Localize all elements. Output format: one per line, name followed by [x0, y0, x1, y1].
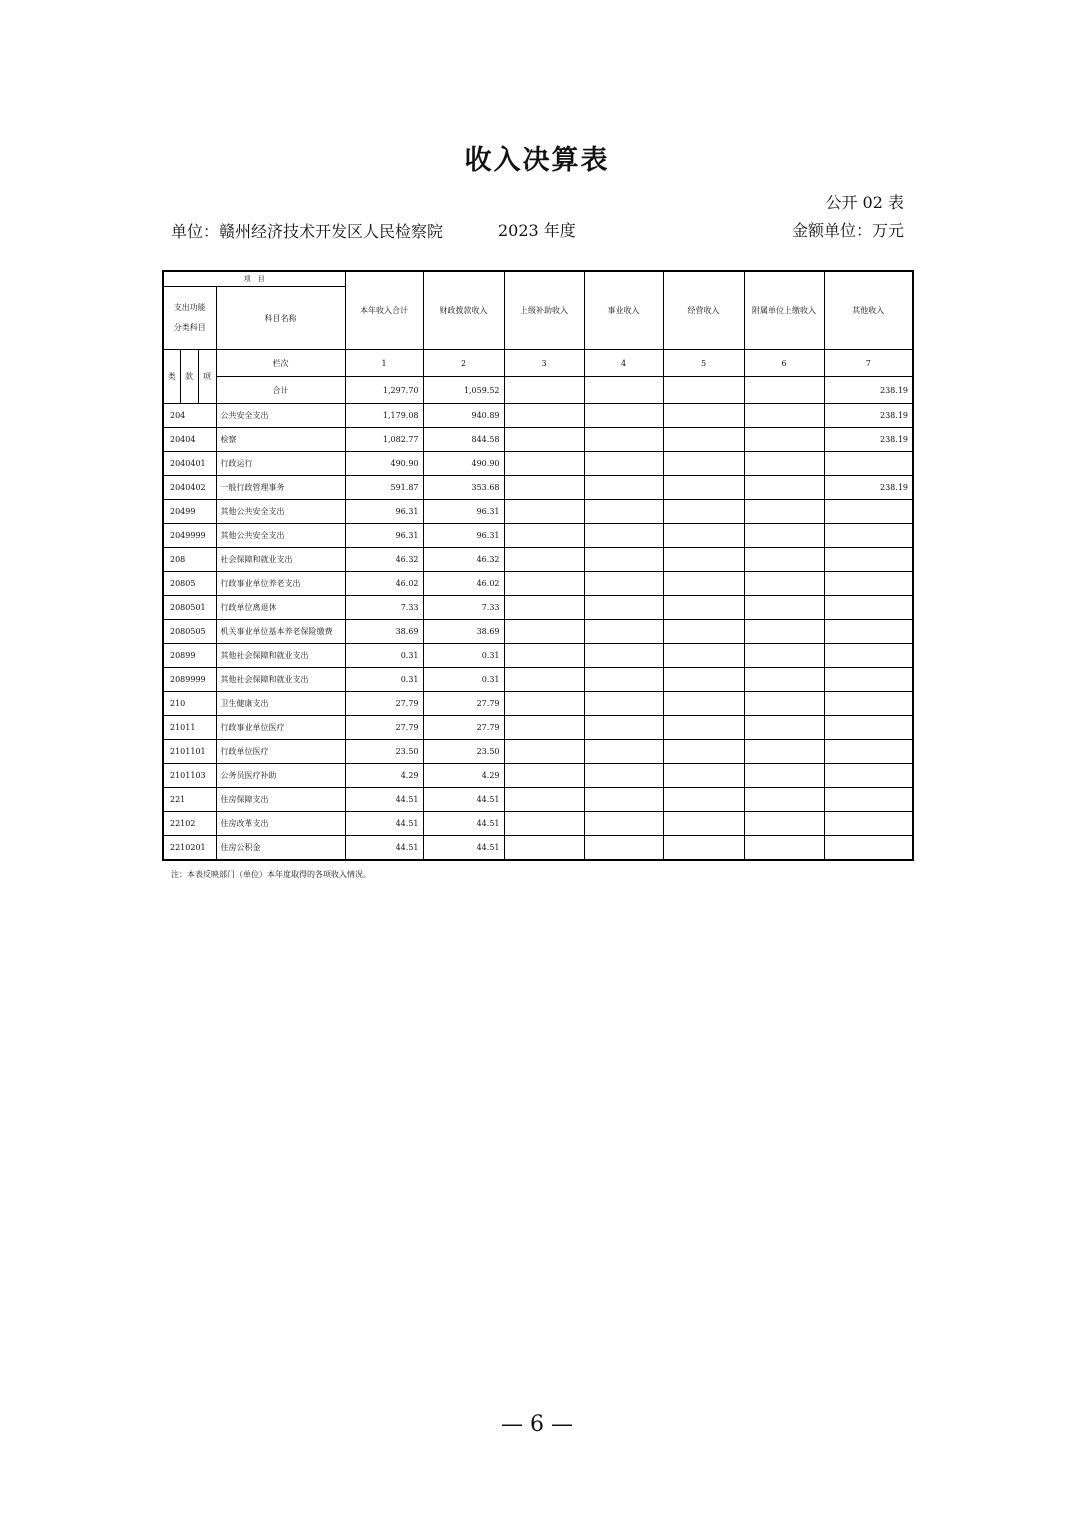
subject-name: 机关事业单位基本养老保险缴费: [216, 620, 345, 644]
value-cell-col4: [584, 692, 663, 716]
value-cell-col1: 0.31: [345, 668, 423, 692]
value-cell-col7: [824, 620, 913, 644]
header-row-project: [163, 271, 913, 287]
value-cell-col6: [744, 548, 824, 572]
subject-code: 2040401: [163, 452, 216, 476]
col-num-2: 2: [423, 350, 504, 377]
value-cell-col1: 23.50: [345, 740, 423, 764]
value-cell-col3: [504, 788, 584, 812]
value-cell-col5: [663, 740, 744, 764]
subject-name: 住房改革支出: [216, 812, 345, 836]
value-cell-col7: [824, 788, 913, 812]
value-cell-col6: [744, 500, 824, 524]
value-cell-col7: [824, 572, 913, 596]
value-cell-col2: 38.69: [423, 620, 504, 644]
value-cell-col5: [663, 548, 744, 572]
table-note: 注：本表反映部门（单位）本年度取得的各项收入情况。: [171, 870, 371, 879]
fiscal-year: 2023 年度: [498, 221, 576, 240]
col-num-5: 5: [663, 350, 744, 377]
value-cell-col1: 27.79: [345, 716, 423, 740]
value-cell-col4: [584, 572, 663, 596]
col-header-3: 上级补助收入: [504, 271, 584, 350]
value-cell-col3: [504, 620, 584, 644]
subject-code: 20805: [163, 572, 216, 596]
xiang-header: 项: [198, 350, 216, 404]
value-cell-col3: [504, 548, 584, 572]
value-cell-col7: [824, 452, 913, 476]
value-cell-col4: [584, 620, 663, 644]
subject-name: 行政事业单位养老支出: [216, 572, 345, 596]
subject-code: 2049999: [163, 524, 216, 548]
subject-name: 公共安全支出: [216, 404, 345, 428]
value-cell-col2: 0.31: [423, 644, 504, 668]
table-row: [163, 692, 913, 716]
value-cell-col6: [744, 836, 824, 861]
value-cell-col3: [504, 668, 584, 692]
table-row: [163, 500, 913, 524]
value-cell-col1: 1,082.77: [345, 428, 423, 452]
form-number: 公开 02 表: [825, 193, 904, 212]
value-cell-col5: [663, 668, 744, 692]
func-class-header: [163, 287, 216, 350]
subject-name: 检察: [216, 428, 345, 452]
value-cell-col7: [824, 548, 913, 572]
table-row: [163, 644, 913, 668]
page-number: — 6 —: [501, 1412, 573, 1437]
lei-header: 类: [163, 350, 180, 404]
kuan-header: 款: [180, 350, 198, 404]
value-cell-col2: 940.89: [423, 404, 504, 428]
table-row: [163, 524, 913, 548]
table-row: [163, 716, 913, 740]
value-cell-col7: [824, 644, 913, 668]
table-row: [163, 548, 913, 572]
subject-code: 2040402: [163, 476, 216, 500]
total-value-2: 1,059.52: [423, 377, 504, 404]
value-cell-col1: 0.31: [345, 644, 423, 668]
value-cell-col3: [504, 740, 584, 764]
value-cell-col6: [744, 644, 824, 668]
value-cell-col3: [504, 716, 584, 740]
value-cell-col4: [584, 596, 663, 620]
subject-code: 210: [163, 692, 216, 716]
value-cell-col1: 38.69: [345, 620, 423, 644]
subject-name-header: 科目名称: [216, 287, 345, 350]
value-cell-col6: [744, 668, 824, 692]
table-row: [163, 836, 913, 861]
value-cell-col1: 4.29: [345, 764, 423, 788]
value-cell-col6: [744, 692, 824, 716]
subject-code: 204: [163, 404, 216, 428]
value-cell-col5: [663, 716, 744, 740]
value-cell-col2: 46.02: [423, 572, 504, 596]
value-cell-col5: [663, 620, 744, 644]
total-value-5: [663, 377, 744, 404]
table-row: [163, 812, 913, 836]
value-cell-col4: [584, 524, 663, 548]
header-row-lanci: [163, 350, 913, 377]
subject-code: 2101101: [163, 740, 216, 764]
subject-name: 其他公共安全支出: [216, 524, 345, 548]
col-header-1: 本年收入合计: [345, 271, 423, 350]
value-cell-col1: 46.32: [345, 548, 423, 572]
value-cell-col6: [744, 596, 824, 620]
value-cell-col4: [584, 812, 663, 836]
value-cell-col7: [824, 524, 913, 548]
value-cell-col4: [584, 740, 663, 764]
project-header: 项 目: [163, 271, 345, 287]
value-cell-col7: [824, 668, 913, 692]
value-cell-col2: 844.58: [423, 428, 504, 452]
value-cell-col5: [663, 452, 744, 476]
table-row: [163, 404, 913, 428]
subject-code: 20499: [163, 500, 216, 524]
amount-unit: 金额单位：万元: [791, 221, 904, 240]
value-cell-col4: [584, 428, 663, 452]
value-cell-col4: [584, 476, 663, 500]
value-cell-col7: [824, 596, 913, 620]
total-label: 合计: [216, 377, 345, 404]
value-cell-col7: [824, 812, 913, 836]
value-cell-col4: [584, 788, 663, 812]
subject-code: 2210201: [163, 836, 216, 861]
income-report-table: [162, 270, 914, 861]
subject-name: 行政运行: [216, 452, 345, 476]
table-row: [163, 764, 913, 788]
subject-name: 住房保障支出: [216, 788, 345, 812]
col-header-5: 经营收入: [663, 271, 744, 350]
value-cell-col2: 27.79: [423, 692, 504, 716]
subject-code: 2080505: [163, 620, 216, 644]
page-title: 收入决算表: [464, 145, 610, 176]
col-header-4: 事业收入: [584, 271, 663, 350]
value-cell-col4: [584, 452, 663, 476]
value-cell-col5: [663, 500, 744, 524]
value-cell-col3: [504, 764, 584, 788]
table-row: [163, 788, 913, 812]
subject-code: 221: [163, 788, 216, 812]
value-cell-col1: 27.79: [345, 692, 423, 716]
value-cell-col4: [584, 716, 663, 740]
value-cell-col2: 23.50: [423, 740, 504, 764]
col-num-4: 4: [584, 350, 663, 377]
table-row: [163, 620, 913, 644]
value-cell-col3: [504, 524, 584, 548]
value-cell-col5: [663, 596, 744, 620]
col-header-7: 其他收入: [824, 271, 913, 350]
value-cell-col6: [744, 404, 824, 428]
value-cell-col4: [584, 836, 663, 861]
subject-name: 其他公共安全支出: [216, 500, 345, 524]
col-num-1: 1: [345, 350, 423, 377]
subject-name: 住房公积金: [216, 836, 345, 861]
value-cell-col2: 27.79: [423, 716, 504, 740]
value-cell-col7: [824, 692, 913, 716]
unit-label: 单位：赣州经济技术开发区人民检察院: [171, 222, 444, 241]
subject-code: 208: [163, 548, 216, 572]
value-cell-col4: [584, 668, 663, 692]
value-cell-col6: [744, 524, 824, 548]
table-row: [163, 740, 913, 764]
value-cell-col1: 44.51: [345, 788, 423, 812]
subject-code: 22102: [163, 812, 216, 836]
value-cell-col2: 0.31: [423, 668, 504, 692]
value-cell-col2: 7.33: [423, 596, 504, 620]
value-cell-col3: [504, 812, 584, 836]
value-cell-col3: [504, 572, 584, 596]
table-row: [163, 572, 913, 596]
value-cell-col5: [663, 764, 744, 788]
table-row: [163, 476, 913, 500]
table-row: [163, 428, 913, 452]
value-cell-col3: [504, 476, 584, 500]
total-value-7: 238.19: [824, 377, 913, 404]
value-cell-col2: 4.29: [423, 764, 504, 788]
value-cell-col2: 96.31: [423, 524, 504, 548]
value-cell-col7: [824, 764, 913, 788]
subject-code: 20899: [163, 644, 216, 668]
col-num-3: 3: [504, 350, 584, 377]
value-cell-col7: [824, 716, 913, 740]
table-row: [163, 668, 913, 692]
value-cell-col4: [584, 548, 663, 572]
total-value-3: [504, 377, 584, 404]
value-cell-col6: [744, 764, 824, 788]
value-cell-col5: [663, 404, 744, 428]
value-cell-col4: [584, 644, 663, 668]
value-cell-col7: 238.19: [824, 476, 913, 500]
total-row: [163, 377, 913, 404]
value-cell-col5: [663, 572, 744, 596]
subject-code: 2089999: [163, 668, 216, 692]
subject-name: 行政单位医疗: [216, 740, 345, 764]
value-cell-col1: 96.31: [345, 524, 423, 548]
total-value-1: 1,297.70: [345, 377, 423, 404]
value-cell-col2: 96.31: [423, 500, 504, 524]
lanci-label: 栏次: [216, 350, 345, 377]
subject-name: 行政单位离退休: [216, 596, 345, 620]
value-cell-col6: [744, 476, 824, 500]
value-cell-col5: [663, 692, 744, 716]
value-cell-col6: [744, 788, 824, 812]
col-header-2: 财政拨款收入: [423, 271, 504, 350]
func-class-line2: 分类科目: [173, 323, 206, 332]
value-cell-col6: [744, 620, 824, 644]
value-cell-col5: [663, 836, 744, 861]
total-value-4: [584, 377, 663, 404]
subject-code: 21011: [163, 716, 216, 740]
table-row: [163, 596, 913, 620]
value-cell-col2: 44.51: [423, 788, 504, 812]
value-cell-col6: [744, 572, 824, 596]
value-cell-col1: 7.33: [345, 596, 423, 620]
value-cell-col2: 44.51: [423, 836, 504, 861]
value-cell-col6: [744, 740, 824, 764]
value-cell-col1: 591.87: [345, 476, 423, 500]
value-cell-col2: 44.51: [423, 812, 504, 836]
subject-code: 2101103: [163, 764, 216, 788]
value-cell-col1: 46.02: [345, 572, 423, 596]
value-cell-col5: [663, 812, 744, 836]
subject-name: 社会保障和就业支出: [216, 548, 345, 572]
col-header-6: 附属单位上缴收入: [744, 271, 824, 350]
subject-name: 公务员医疗补助: [216, 764, 345, 788]
value-cell-col1: 96.31: [345, 500, 423, 524]
subject-name: 一般行政管理事务: [216, 476, 345, 500]
value-cell-col4: [584, 500, 663, 524]
value-cell-col3: [504, 404, 584, 428]
value-cell-col5: [663, 428, 744, 452]
value-cell-col5: [663, 644, 744, 668]
value-cell-col4: [584, 764, 663, 788]
total-value-6: [744, 377, 824, 404]
value-cell-col6: [744, 428, 824, 452]
subject-name: 卫生健康支出: [216, 692, 345, 716]
value-cell-col7: [824, 740, 913, 764]
col-num-6: 6: [744, 350, 824, 377]
value-cell-col2: 490.90: [423, 452, 504, 476]
subject-name: 其他社会保障和就业支出: [216, 668, 345, 692]
value-cell-col3: [504, 428, 584, 452]
value-cell-col1: 1,179.08: [345, 404, 423, 428]
value-cell-col4: [584, 404, 663, 428]
func-class-line1: 支出功能: [173, 303, 206, 312]
value-cell-col6: [744, 812, 824, 836]
value-cell-col3: [504, 836, 584, 861]
subject-code: 20404: [163, 428, 216, 452]
subject-name: 行政事业单位医疗: [216, 716, 345, 740]
value-cell-col6: [744, 716, 824, 740]
value-cell-col7: [824, 836, 913, 861]
value-cell-col3: [504, 500, 584, 524]
value-cell-col6: [744, 452, 824, 476]
value-cell-col2: 46.32: [423, 548, 504, 572]
value-cell-col5: [663, 524, 744, 548]
value-cell-col7: 238.19: [824, 404, 913, 428]
value-cell-col7: 238.19: [824, 428, 913, 452]
value-cell-col2: 353.68: [423, 476, 504, 500]
value-cell-col3: [504, 452, 584, 476]
col-num-7: 7: [824, 350, 913, 377]
value-cell-col1: 44.51: [345, 812, 423, 836]
subject-code: 2080501: [163, 596, 216, 620]
value-cell-col3: [504, 692, 584, 716]
value-cell-col3: [504, 596, 584, 620]
value-cell-col5: [663, 476, 744, 500]
value-cell-col1: 44.51: [345, 836, 423, 861]
value-cell-col1: 490.90: [345, 452, 423, 476]
table-row: [163, 452, 913, 476]
value-cell-col3: [504, 644, 584, 668]
value-cell-col7: [824, 500, 913, 524]
subject-name: 其他社会保障和就业支出: [216, 644, 345, 668]
value-cell-col5: [663, 788, 744, 812]
